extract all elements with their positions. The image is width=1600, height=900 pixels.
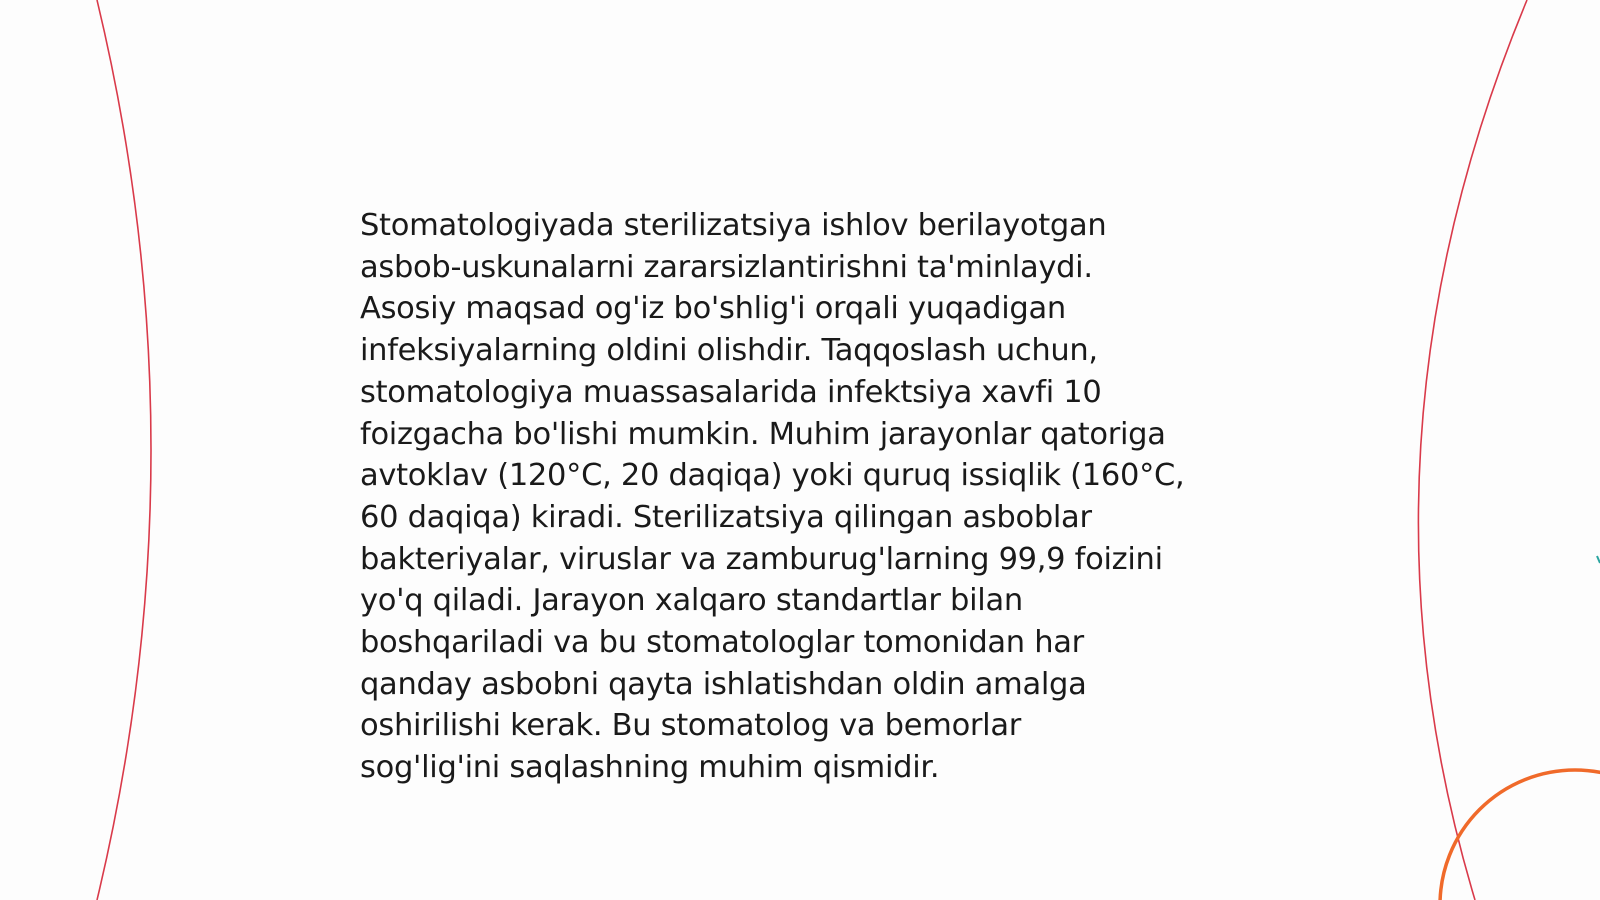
text-line: oshirilishi kerak. Bu stomatolog va bemorlar (360, 708, 1021, 744)
text-line: qanday asbobni qayta ishlatishdan oldin amalga (360, 666, 1087, 702)
left-red-curve (97, 0, 151, 900)
text-line: bakteriyalar, viruslar va zamburug'larning 99,9 foizini (360, 541, 1163, 577)
text-line: foizgacha bo'lishi mumkin. Muhim jarayonlar qatoriga (360, 416, 1166, 452)
text-line: infeksiyalarning oldini olishdir. Taqqoslash uchun, (360, 333, 1098, 369)
text-line: boshqariladi va bu stomatologlar tomonidan har (360, 625, 1084, 661)
text-line: avtoklav (120°C, 20 daqiqa) yoki quruq issiqlik (160°C, (360, 458, 1185, 494)
text-line: stomatologiya muassasalarida infektsiya xavfi 10 (360, 374, 1102, 410)
text-line: sog'lig'ini saqlashning muhim qismidir. (360, 750, 940, 786)
right-red-curve (1418, 0, 1527, 900)
text-line: Stomatologiyada sterilizatsiya ishlov berilayotgan (360, 208, 1107, 243)
text-line: Asosiy maqsad og'iz bo'shlig'i orqali yuqadigan (360, 291, 1066, 327)
text-line: 60 daqiqa) kiradi. Sterilizatsiya qilingan asboblar (360, 499, 1092, 535)
orange-circle-arc (1440, 770, 1600, 900)
text-line: yo'q qiladi. Jarayon xalqaro standartlar bilan (360, 583, 1023, 619)
text-line: asbob-uskunalarni zararsizlantirishni ta'minlaydi. (360, 249, 1093, 285)
body-paragraph (360, 205, 1260, 789)
